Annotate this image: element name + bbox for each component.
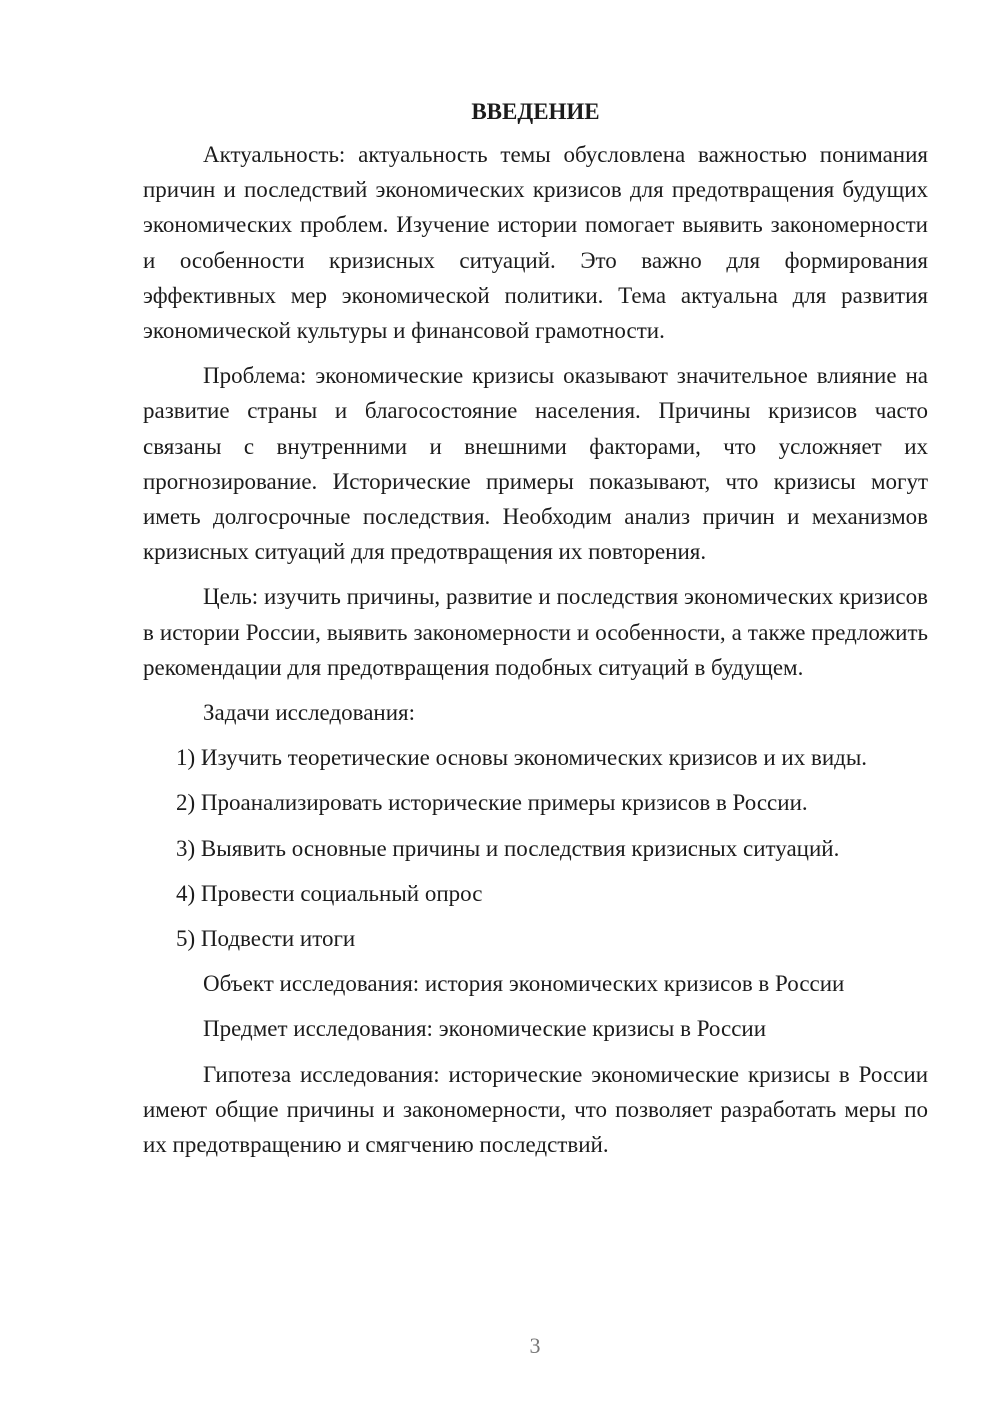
document-page bbox=[143, 97, 928, 1172]
research-object: Объект исследования: история экономических кризисов в России bbox=[203, 971, 845, 997]
page-number: 3 bbox=[529, 1333, 541, 1358]
task-item: 2) Проанализировать исторические примеры кризисов в России. bbox=[176, 790, 808, 816]
research-subject: Предмет исследования: экономические кризисы в России bbox=[203, 1016, 767, 1042]
hypothesis-paragraph: Гипотеза исследования: исторические экономические кризисы в России имеют общие причины и закономерности, что позволяет разработать меры по их предотвращению и смягчению последствий. bbox=[143, 1061, 928, 1158]
task-item: 1) Изучить теоретические основы экономических кризисов и их виды. bbox=[176, 745, 868, 771]
tasks-title: Задачи исследования: bbox=[203, 700, 416, 726]
relevance-paragraph: Актуальность: актуальность темы обусловлена важностью понимания причин и последствий экономических кризисов для предотвращения будущих экономических проблем. Изучение истории помогает выявить закономерности и особенности кризисных ситуаций. Это важно для формирования эффективных мер экономической политики. Тема актуальна для развития экономической культуры и финансовой грамотности. bbox=[143, 142, 928, 344]
problem-paragraph: Проблема: экономические кризисы оказывают значительное влияние на развитие страны и благосостояние населения. Причины кризисов часто связаны с внутренними и внешними факторами, что усложняет их прогнозирование. Исторические примеры показывают, что кризисы могут иметь долгосрочные последствия. Необходим анализ причин и механизмов кризисных ситуаций для предотвращения их повторения. bbox=[143, 363, 928, 565]
section-heading: ВВЕДЕНИЕ bbox=[471, 99, 600, 124]
goal-paragraph: Цель: изучить причины, развитие и последствия экономических кризисов в истории России, выявить закономерности и особенности, а также предложить рекомендации для предотвращения подобных ситуаций в будущем. bbox=[143, 584, 928, 680]
task-item: 4) Провести социальный опрос bbox=[176, 880, 483, 906]
task-item: 5) Подвести итоги bbox=[176, 926, 356, 952]
task-item: 3) Выявить основные причины и последствия кризисных ситуаций. bbox=[176, 835, 840, 861]
tasks-list bbox=[143, 740, 928, 956]
